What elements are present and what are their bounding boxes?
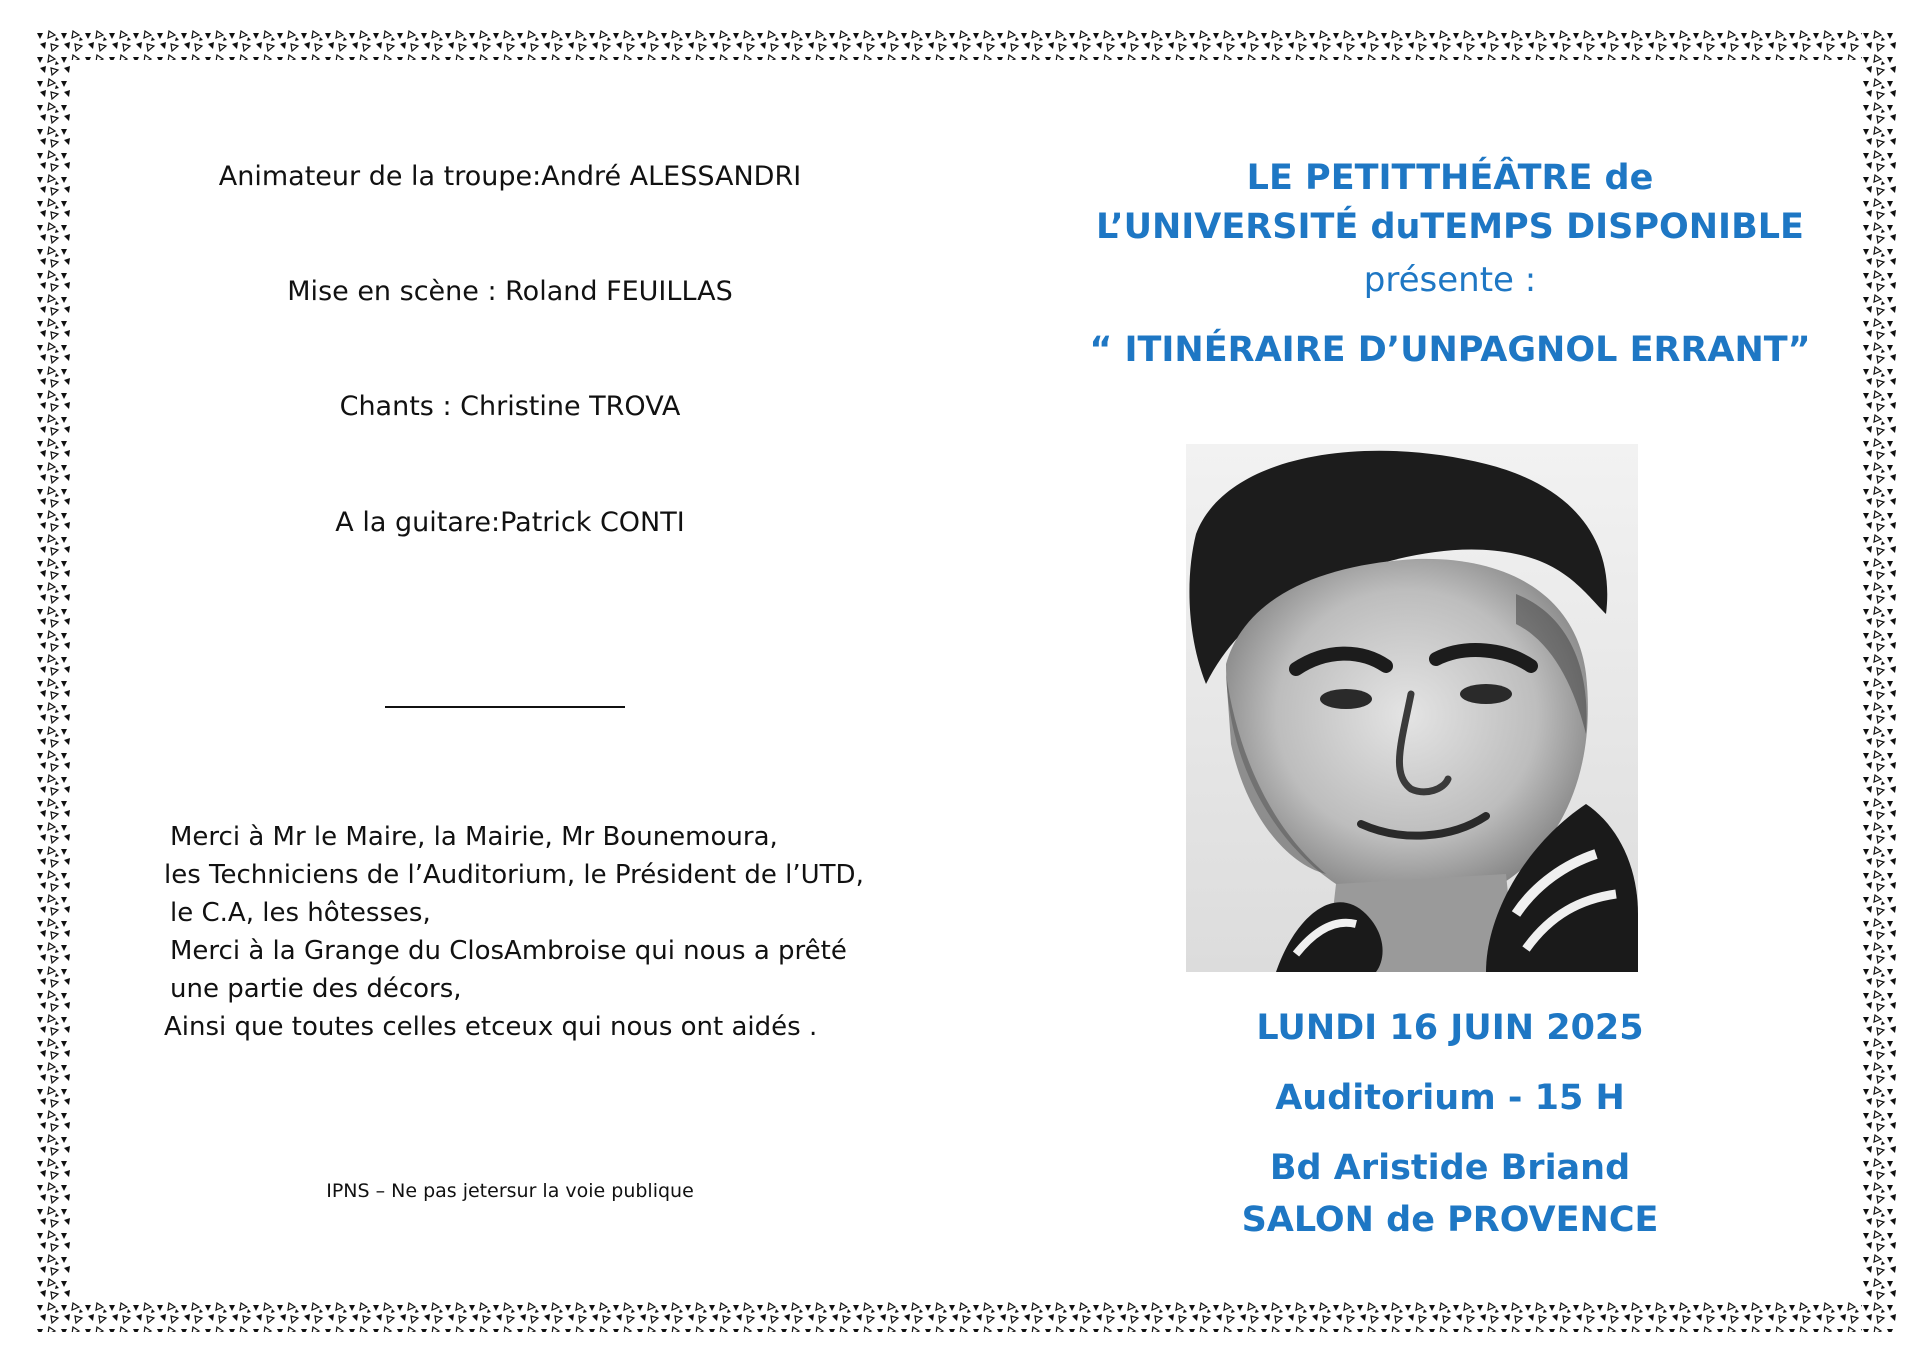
- company-title-line2: L’UNIVERSITÉ duTEMPS DISPONIBLE: [1096, 207, 1804, 247]
- event-address-street: Bd Aristide Briand: [1269, 1148, 1631, 1188]
- portrait-image: [1186, 444, 1638, 972]
- thanks-line: Ainsi que toutes celles etceux qui nous ont aidés .: [164, 1012, 818, 1042]
- company-title-line1: LE PETITTHÉÂTRE de: [1246, 158, 1654, 198]
- decorative-border-top: [36, 30, 1896, 60]
- decorative-border-right: [1862, 30, 1896, 1332]
- portrait-illustration: [1186, 444, 1638, 972]
- event-address-city: SALON de PROVENCE: [1241, 1200, 1659, 1240]
- credit-singing: Chants : Christine TROVA: [339, 391, 681, 422]
- footer-notice: IPNS – Ne pas jetersur la voie publique: [326, 1180, 694, 1202]
- decorative-border-bottom: [36, 1302, 1896, 1332]
- separator-line: [385, 706, 625, 708]
- thanks-line: Merci à la Grange du ClosAmbroise qui nous a prêté: [170, 936, 847, 966]
- presents-label: présente :: [1363, 260, 1537, 300]
- event-date: LUNDI 16 JUIN 2025: [1256, 1008, 1644, 1048]
- credit-guitar: A la guitare:Patrick CONTI: [335, 507, 685, 538]
- acknowledgements: [164, 818, 890, 1046]
- thanks-line: Merci à Mr le Maire, la Mairie, Mr Bounemoura,: [170, 822, 778, 852]
- credit-troupe-leader: Animateur de la troupe:André ALESSANDRI: [218, 161, 802, 192]
- credit-director: Mise en scène : Roland FEUILLAS: [287, 276, 733, 307]
- thanks-line: une partie des décors,: [170, 974, 462, 1004]
- decorative-border-left: [36, 30, 70, 1332]
- thanks-line: les Techniciens de l’Auditorium, le Président de l’UTD,: [164, 860, 864, 890]
- thanks-line: le C.A, les hôtesses,: [170, 898, 431, 928]
- play-title: “ ITINÉRAIRE D’UNPAGNOL ERRANT”: [1089, 330, 1811, 370]
- event-venue-time: Auditorium - 15 H: [1275, 1078, 1625, 1118]
